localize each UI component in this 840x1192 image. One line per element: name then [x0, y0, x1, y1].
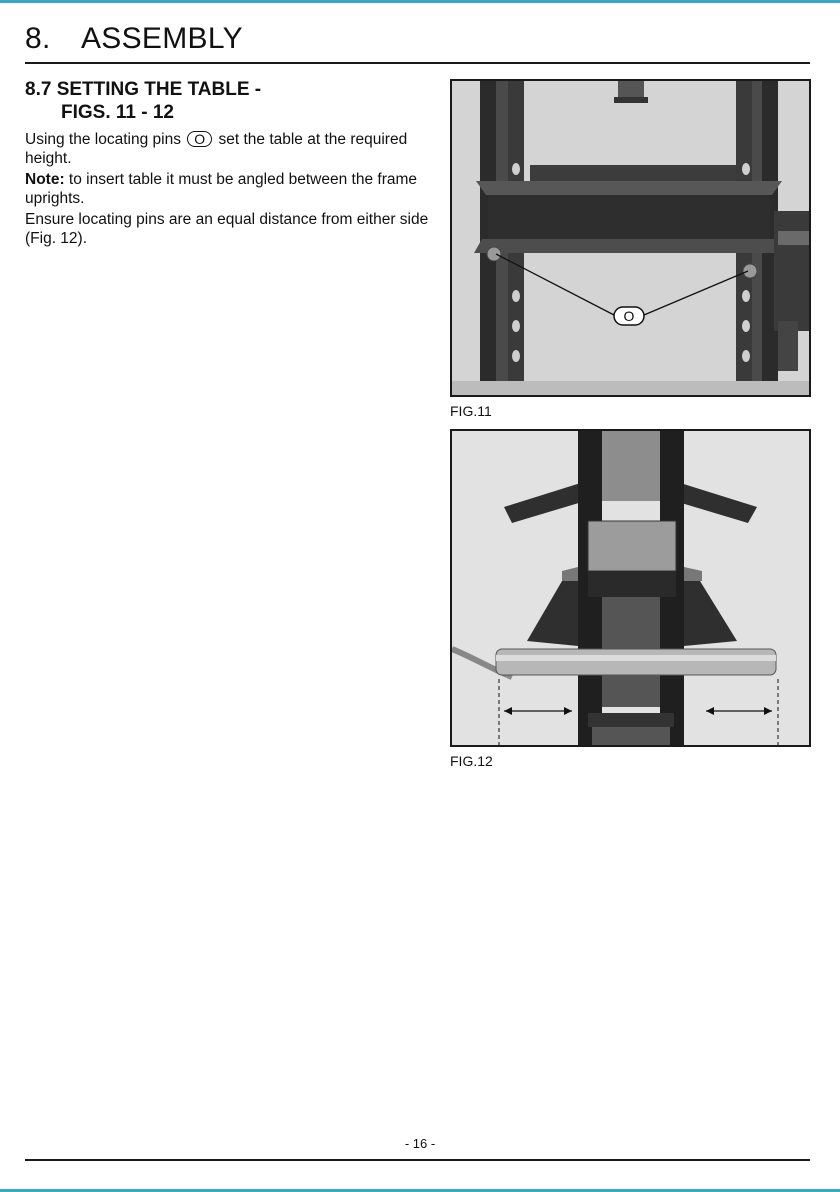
chapter-title: ASSEMBLY [81, 22, 243, 55]
instruction-paragraph [25, 130, 435, 168]
header-rule [25, 62, 810, 64]
chapter-heading [25, 22, 243, 56]
para1-before: Using the locating pins [25, 131, 181, 148]
section-title [25, 78, 261, 124]
pin-reference-badge: O [187, 131, 212, 147]
figure-12-caption: FIG.12 [450, 753, 493, 769]
footer-rule [25, 1159, 810, 1161]
note-label: Note: [25, 171, 65, 188]
section-title-line1: 8.7 SETTING THE TABLE - [25, 79, 262, 100]
figure-11-illustration [452, 81, 809, 395]
figure-12-illustration [452, 431, 809, 745]
top-accent-rule [0, 0, 840, 3]
figure-12-photo [450, 429, 811, 747]
equal-distance-paragraph: Ensure locating pins are an equal distance from either side (Fig. 12). [25, 211, 429, 247]
figure-11-photo [450, 79, 811, 397]
page-number: - 16 - [404, 1136, 436, 1151]
para1-after: set the table at the required height. [25, 131, 408, 167]
section-title-line2: FIGS. 11 - 12 [61, 102, 174, 123]
chapter-number: 8. [25, 22, 51, 55]
figure-11-callout-label: O [623, 308, 635, 324]
note-paragraph [25, 170, 435, 208]
figure-11-caption: FIG.11 [450, 403, 492, 419]
note-text: to insert table it must be angled between the frame uprights. [25, 171, 418, 207]
body-text [25, 130, 435, 250]
